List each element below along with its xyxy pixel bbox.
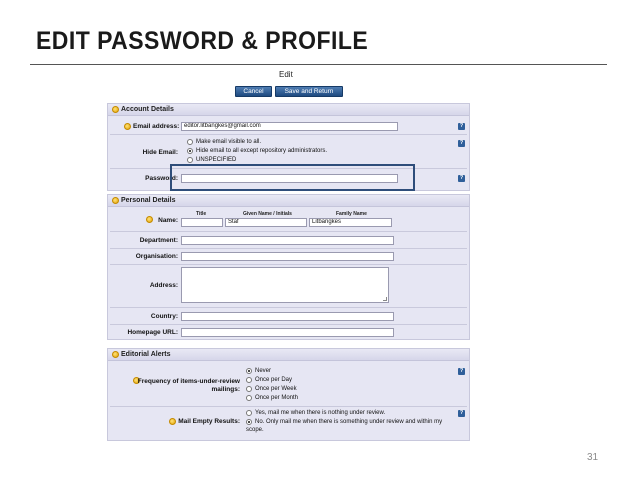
- homepage-url-label: Homepage URL:: [127, 329, 178, 336]
- page-number: 31: [587, 452, 599, 463]
- radio-button[interactable]: [246, 410, 252, 416]
- option-label: Once per Month: [255, 395, 299, 401]
- radio-button-selected[interactable]: [246, 419, 252, 425]
- page-heading: Edit: [279, 70, 293, 79]
- password-highlight-box: [170, 164, 415, 191]
- address-label: Address:: [149, 282, 178, 289]
- option-label: UNSPECIFIED: [196, 157, 237, 163]
- required-icon: [169, 418, 176, 425]
- department-label: Department:: [139, 237, 178, 244]
- name-label: Name:: [158, 217, 178, 224]
- option-label: Once per Week: [255, 386, 297, 392]
- option-label: Once per Day: [255, 377, 293, 383]
- homepage-url-field[interactable]: [181, 328, 394, 337]
- title-divider: [30, 64, 607, 65]
- family-name-field[interactable]: Litbangkes: [309, 218, 392, 227]
- email-field[interactable]: editor.litbangkes@gmail.com: [181, 122, 398, 131]
- help-icon[interactable]: ?: [459, 123, 464, 129]
- section-bullet-icon: [112, 351, 119, 358]
- row-divider: [110, 231, 467, 232]
- row-divider: [110, 324, 467, 325]
- radio-button-selected[interactable]: [246, 368, 252, 374]
- row-divider: [110, 134, 467, 135]
- account-details-title: Account Details: [121, 106, 174, 113]
- radio-button[interactable]: [246, 395, 252, 401]
- option-label: Hide email to all except repository administrators.: [196, 148, 328, 154]
- help-icon[interactable]: ?: [459, 368, 464, 374]
- row-divider: [110, 307, 467, 308]
- mail-empty-option-no-continued: [246, 427, 264, 433]
- organisation-field[interactable]: [181, 252, 394, 261]
- radio-button[interactable]: [246, 386, 252, 392]
- option-label: Never: [255, 368, 272, 374]
- option-label-continued: scope.: [246, 427, 264, 433]
- row-divider: [110, 264, 467, 265]
- radio-button[interactable]: [246, 377, 252, 383]
- country-field[interactable]: [181, 312, 394, 321]
- personal-details-panel: [107, 194, 470, 340]
- help-icon[interactable]: ?: [459, 410, 464, 416]
- organisation-label: Organisation:: [135, 253, 178, 260]
- country-label: Country:: [150, 313, 178, 320]
- section-bullet-icon: [112, 106, 119, 113]
- frequency-label: [128, 378, 240, 394]
- resize-handle-icon[interactable]: [383, 297, 387, 301]
- save-and-return-button[interactable]: Save and Return: [275, 86, 343, 97]
- personal-details-title: Personal Details: [121, 197, 176, 204]
- name-column-title: Title: [196, 211, 207, 217]
- hide-email-option-unspecified[interactable]: [187, 157, 236, 163]
- frequency-label-line2: mailings:: [211, 386, 240, 393]
- radio-button[interactable]: [187, 139, 193, 145]
- account-details-header[interactable]: [108, 104, 469, 116]
- personal-details-header[interactable]: [108, 195, 469, 207]
- frequency-option-month[interactable]: [246, 395, 298, 401]
- name-column-family: Family Name: [336, 211, 367, 217]
- frequency-label-line1: Frequency of items-under-review: [137, 378, 240, 385]
- frequency-option-day[interactable]: [246, 377, 292, 383]
- row-divider: [110, 406, 467, 407]
- option-label: Yes, mail me when there is nothing under review.: [255, 410, 386, 416]
- option-label: No. Only mail me when there is something under review and within my: [255, 419, 443, 425]
- hide-email-option-hidden[interactable]: [187, 148, 327, 154]
- slide-title: EDIT PASSWORD & PROFILE: [36, 27, 369, 55]
- name-column-given: Given Name / Initials: [243, 211, 292, 217]
- option-label: Make email visible to all.: [196, 139, 262, 145]
- section-bullet-icon: [112, 197, 119, 204]
- help-icon[interactable]: ?: [459, 175, 464, 181]
- radio-button-selected[interactable]: [187, 148, 193, 154]
- hide-email-label: Hide Email:: [142, 149, 178, 156]
- editorial-alerts-title: Editorial Alerts: [121, 351, 171, 358]
- given-name-field[interactable]: Staf: [225, 218, 307, 227]
- help-icon[interactable]: ?: [459, 140, 464, 146]
- frequency-option-never[interactable]: [246, 368, 271, 374]
- frequency-option-week[interactable]: [246, 386, 297, 392]
- department-field[interactable]: [181, 236, 394, 245]
- radio-button[interactable]: [187, 157, 193, 163]
- mail-empty-option-yes[interactable]: [246, 410, 385, 416]
- email-label: Email address:: [133, 123, 180, 130]
- name-title-field[interactable]: [181, 218, 223, 227]
- editorial-alerts-header[interactable]: [108, 349, 469, 361]
- address-textarea[interactable]: [181, 267, 389, 303]
- mail-empty-results-label: Mail Empty Results:: [178, 418, 240, 425]
- cancel-button[interactable]: Cancel: [235, 86, 272, 97]
- mail-empty-option-no[interactable]: [246, 419, 442, 425]
- required-icon: [124, 123, 131, 130]
- editorial-alerts-panel: [107, 348, 470, 441]
- password-label: Password:: [145, 175, 178, 182]
- row-divider: [110, 248, 467, 249]
- hide-email-option-visible[interactable]: [187, 139, 261, 145]
